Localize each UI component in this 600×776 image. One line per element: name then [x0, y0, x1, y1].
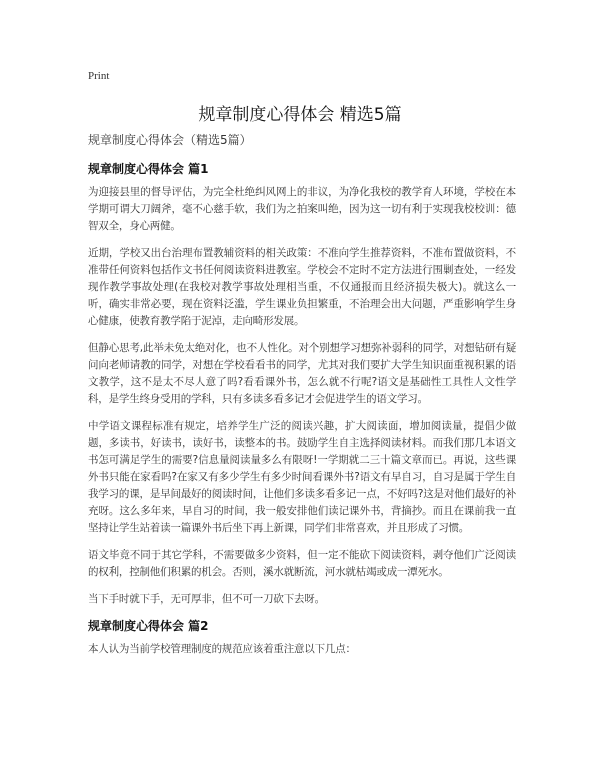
- document-body: [88, 132, 516, 668]
- section-heading: 规章制度心得体会 篇2: [88, 619, 209, 633]
- print-label[interactable]: Print: [88, 70, 110, 82]
- section-heading: 规章制度心得体会 篇1: [88, 162, 209, 176]
- paragraph: 中学语文课程标准有规定，培养学生广泛的阅读兴趣，扩大阅读面，增加阅读量，提倡少做题，多读书，好读书，读好书，读整本的书。鼓励学生自主选择阅读材料。而我们那几本语文书怎可满足学生的需要?信息量阅读量多么有限呀!一学期就二三十篇文章而已。再说，这些课外书只能在家看吗?在家又有多少学生有多少时间看课外书?语文有早自习，自习是属于学生自我学习的课，是早间最好的阅读时间，让他们多读多看多记一点，不好吗?这是对他们最好的补充呀。这么多年来，早自习的时间，我一般安排他们读记课外书，背摘抄。而且在课前我一直坚持让学生站着读一篇课外书后坐下再上新课，同学们非常喜欢，并且形成了习惯。: [88, 420, 516, 534]
- document-subtitle: 规章制度心得体会（精选5篇）: [88, 133, 252, 147]
- paragraph: 但静心思考,此举未免太绝对化，也不人性化。对个别想学习想弥补弱科的同学，对想钻研有疑问向老师请教的同学，对想在学校看看书的同学，尤其对我们要扩大学生知识面重视积累的语文教学，这不是太不尽人意了吗?看看课外书，怎么就不行呢?语文是基础性工具性人文性学科，是学生终身受用的学科，只有多读多看多记才会促进学生的语文学习。: [88, 342, 516, 405]
- paragraph: 近期，学校又出台治理布置教辅资料的相关政策：不准向学生推荐资料，不准布置做资料，不准带任何资料包括作文书任何阅读资料进教室。学校会不定时不定方法进行围剿查处，一经发现作教学事故处理(在我校对教学事故处理相当重，不仅通报而且经济损失极大)。就这么一听，确实非常必要，现在资料泛滥，学生课业负担繁重，不治理会出大问题，严重影响学生身心健康，使教育教学陷于泥淖，走向畸形发展。: [88, 247, 516, 327]
- paragraph: 语文毕竟不同于其它学科，不需要做多少资料，但一定不能砍下阅读资料，剥夺他们广泛阅读的权利，控制他们积累的机会。否则，溪水就断流，河水就枯竭或成一潭死水。: [88, 549, 516, 578]
- paragraph: 当下手时就下手，无可厚非，但不可一刀砍下去呀。: [88, 593, 325, 605]
- paragraph: 本人认为当前学校管理制度的规范应该着重注意以下几点：: [88, 643, 356, 655]
- document-title: 规章制度心得体会 精选5篇: [198, 105, 402, 125]
- paragraph: 为迎接县里的督导评估，为完全杜绝纠风网上的非议，为净化我校的教学育人环境，学校在本学期可谓大刀阔斧，毫不心慈手软，我们为之拍案叫绝，因为这一切有利于实现我校校训：德智双全，身心两健。: [88, 186, 516, 232]
